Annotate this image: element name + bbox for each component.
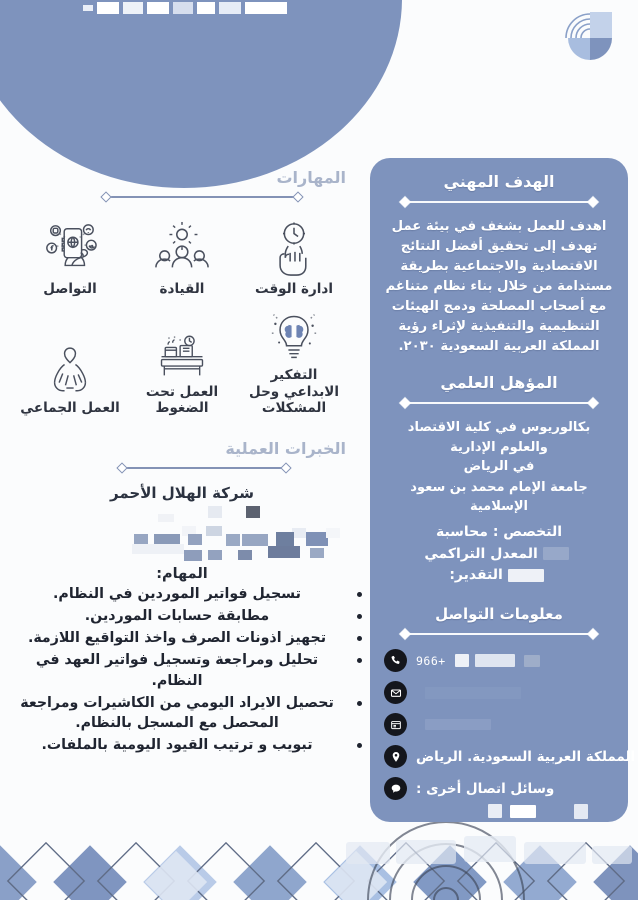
contact-email-redacted	[425, 687, 521, 699]
contact-other-redacted	[488, 804, 502, 818]
divider-diamond-right	[100, 191, 111, 202]
chat-bubble-icon	[384, 777, 407, 800]
tasks-label: المهام:	[156, 565, 208, 582]
education-gpa-value-redacted	[543, 547, 569, 560]
skills-row-2	[0, 303, 364, 416]
skill-label: ادارة الوقت	[255, 281, 333, 297]
list-item	[0, 693, 364, 733]
header-dome-inner	[0, 0, 402, 188]
education-degree: بكالوريوس في كلية الاقتصاد والعلوم الإدارية	[407, 420, 591, 455]
objective-title: الهدف المهني	[443, 172, 555, 191]
footer-diamond-pattern	[0, 814, 638, 900]
id-card-icon	[384, 713, 407, 736]
contact-location-value: المملكة العربية السعودية. الرياض	[416, 748, 636, 765]
divider-bar	[409, 633, 589, 635]
contact-row-other	[384, 777, 610, 800]
contact-row-email[interactable]	[384, 681, 610, 704]
divider-diamond-left	[280, 462, 291, 473]
skill-item-work-under-pressure	[130, 320, 234, 417]
divider-diamond-left	[587, 196, 598, 207]
contact-divider	[401, 628, 597, 640]
skill-label: التواصل	[43, 281, 97, 297]
contact-phone-redacted	[455, 654, 469, 667]
divider-diamond-right	[116, 462, 127, 473]
education-grade-label: التقدير:	[449, 567, 503, 584]
list-item	[0, 735, 364, 755]
list-item	[0, 584, 364, 604]
objective-text: اهدف للعمل بشغف في بيئة عمل تهدف إلى تحقيق أفضل النتائج الاقتصادية والاجتماعية بطريقة مستدامة من خلال بناء نظام متناغم مع أصحاب المصلحة ودمج الهيئات التنظيمية والتنفيذية لإثراء رؤية المملكة العربية السعودية ٢٠٣٠.	[385, 219, 613, 355]
skills-grid	[0, 217, 364, 417]
task-text: تبويب و ترتيب القيود اليومية بالملفات.	[41, 736, 313, 753]
lightbulb-brain-icon	[242, 303, 346, 363]
experience-details-redacted	[0, 504, 364, 566]
contact-other-redacted	[574, 804, 588, 819]
skill-label: التفكير الابداعي وحل المشكلات	[249, 367, 339, 417]
task-text: مطابقة حسابات الموردين.	[84, 608, 270, 625]
divider-diamond-right	[399, 398, 410, 409]
education-grade-row	[384, 565, 614, 587]
location-pin-icon	[384, 745, 407, 768]
education-gpa-label: المعدل التراكمي	[424, 545, 538, 562]
contact-row-phone[interactable]	[384, 649, 610, 672]
contact-title: معلومات التواصل	[435, 605, 563, 623]
divider-diamond-left	[587, 398, 598, 409]
list-item	[0, 650, 364, 690]
divider-diamond-right	[399, 628, 410, 639]
phone-icon	[384, 649, 407, 672]
divider-bar	[409, 201, 589, 203]
contact-other-redacted-group	[384, 804, 614, 822]
education-university: جامعة الإمام محمد بن سعود الإسلامية	[410, 479, 588, 515]
skill-item-time-management	[242, 217, 346, 297]
info-panel	[370, 158, 636, 822]
contact-phone-value: +966	[416, 653, 446, 668]
handshake-icon	[18, 336, 122, 396]
education-title: المؤهل العلمي	[440, 373, 558, 393]
task-text: تجهيز اذونات الصرف واخذ التواقيع اللازمة.	[27, 630, 327, 647]
divider-bar	[110, 196, 294, 198]
subtitle-redacted	[77, 0, 291, 18]
skill-item-leadership	[130, 217, 234, 297]
experience-title: الخبرات العملية	[225, 438, 346, 458]
skills-row-1	[0, 217, 364, 297]
hand-phone-social-icon	[18, 217, 122, 277]
divider-bar	[409, 402, 589, 404]
skills-title: المهارات	[276, 168, 346, 187]
education-city: في الرياض	[463, 459, 535, 475]
education-gpa-row	[384, 544, 614, 566]
divider-diamond-right	[399, 196, 410, 207]
desk-workload-icon	[130, 320, 234, 380]
people-leader-sun-icon	[130, 217, 234, 277]
list-item	[0, 628, 364, 648]
hand-clock-icon	[242, 217, 346, 277]
task-text: تحليل ومراجعة وتسجيل فواتير العهد في النظام.	[35, 652, 319, 689]
education-major: التخصص : محاسبة	[435, 523, 563, 540]
education-divider	[401, 397, 597, 409]
contact-row-location	[384, 745, 636, 768]
left-column	[0, 168, 364, 757]
skill-label: القيادة	[159, 281, 205, 297]
education-grade-value-redacted	[508, 569, 544, 582]
envelope-icon	[384, 681, 407, 704]
skill-label: العمل الجماعي	[20, 400, 120, 417]
contact-other-value: وسائل اتصال أخرى :	[416, 780, 555, 797]
skills-divider	[102, 191, 302, 203]
contact-phone-redacted	[475, 654, 515, 667]
experience-divider	[118, 462, 290, 474]
contact-other-redacted	[510, 805, 536, 818]
divider-bar	[126, 467, 282, 469]
divider-diamond-left	[292, 191, 303, 202]
brand-logo-icon	[558, 8, 622, 70]
contact-phone-redacted	[524, 655, 540, 667]
header-dome	[0, 0, 402, 188]
contact-row-id[interactable]	[384, 713, 610, 736]
skill-item-communication	[18, 217, 122, 297]
skill-label: العمل تحت الضغوط	[145, 383, 219, 417]
experience-company: شركة الهلال الأحمر	[110, 483, 254, 502]
task-text: تسجيل فواتير الموردين في النظام.	[53, 585, 301, 602]
list-item	[0, 606, 364, 626]
task-text: تحصيل الايراد اليومي من الكاشيرات ومراجعة المحصل مع المسجل بالنظام.	[20, 694, 334, 731]
skill-item-teamwork	[18, 336, 122, 416]
contact-id-redacted	[425, 719, 491, 730]
objective-divider	[401, 196, 597, 208]
divider-diamond-left	[587, 628, 598, 639]
skill-item-creative-thinking	[242, 303, 346, 416]
tasks-list	[0, 584, 364, 755]
